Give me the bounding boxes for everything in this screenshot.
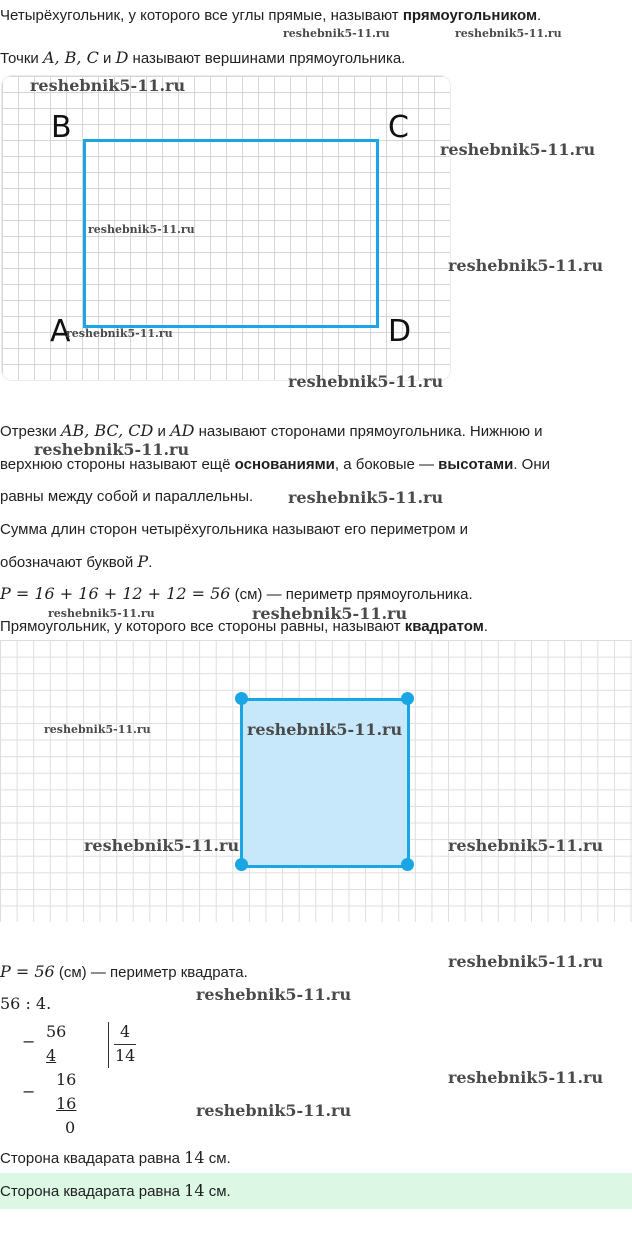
watermark: reshebnik5-11.ru (196, 985, 352, 1004)
answer-box (0, 1173, 632, 1209)
watermark: reshebnik5-11.ru (88, 223, 195, 236)
division-remainder: 16 (56, 1070, 77, 1089)
watermark: reshebnik5-11.ru (448, 952, 604, 971)
intro-text: Четырёхугольник, у которого все углы прямые, называют прямоугольником. (0, 7, 542, 24)
vertex-label-d: D (388, 314, 412, 349)
perimeter-square-formula: P = 56 (см) — периметр квадрата. (0, 962, 248, 981)
vertex-label-b: B (51, 110, 72, 145)
watermark: reshebnik5-11.ru (283, 27, 390, 40)
vertex-label-a: A (50, 314, 71, 349)
answer-text: Сторона квадарата равна 14 см. (0, 1181, 231, 1200)
division-final-remainder: 0 (65, 1118, 76, 1137)
watermark: reshebnik5-11.ru (66, 327, 173, 340)
watermark: reshebnik5-11.ru (448, 836, 604, 855)
watermark: reshebnik5-11.ru (252, 604, 408, 623)
square-vertex-dot (235, 858, 248, 871)
division-subtrahend: 4 (46, 1046, 57, 1065)
watermark: reshebnik5-11.ru (288, 488, 444, 507)
watermark: reshebnik5-11.ru (48, 607, 155, 620)
perimeter-definition: Сумма длин сторон четырёхугольника называют его периметром и (0, 521, 469, 538)
division-bar (108, 1022, 109, 1068)
watermark: reshebnik5-11.ru (30, 76, 186, 95)
perimeter-letter-text: обозначают буквой P. (0, 552, 153, 571)
watermark: reshebnik5-11.ru (34, 440, 190, 459)
watermark: reshebnik5-11.ru (448, 1068, 604, 1087)
division-divisor: 4 (120, 1022, 131, 1041)
square-vertex-dot (401, 858, 414, 871)
watermark: reshebnik5-11.ru (455, 27, 562, 40)
division-dividend: 56 (46, 1022, 67, 1041)
division-quotient-line (114, 1044, 136, 1045)
sides-text: Отрезки AB, BC, CD и AD называют сторонами прямоугольника. Нижнюю и (0, 421, 543, 440)
watermark: reshebnik5-11.ru (448, 256, 604, 275)
square-vertex-dot (235, 692, 248, 705)
term-rectangle: прямоугольником (402, 7, 538, 24)
vertex-label-c: C (388, 110, 409, 145)
square-definition: Прямоугольник, у которого все стороны равны, называют квадратом. (0, 618, 488, 635)
equal-text: равны между собой и параллельны. (0, 488, 254, 505)
watermark: reshebnik5-11.ru (44, 723, 151, 736)
division-minus-sign: − (22, 1032, 36, 1051)
result-text: Сторона квадарата равна 14 см. (0, 1148, 231, 1167)
watermark: reshebnik5-11.ru (440, 140, 596, 159)
vertices-text: Точки A, B, C и D называют вершинами прямоугольника. (0, 48, 406, 67)
perimeter-rectangle-formula: P = 16 + 16 + 12 + 12 = 56 (см) — периметр прямоугольника. (0, 584, 473, 603)
division-subtrahend: 16 (56, 1094, 77, 1113)
division-quotient: 14 (115, 1046, 136, 1065)
watermark: reshebnik5-11.ru (84, 836, 240, 855)
division-expression: 56 : 4. (0, 994, 52, 1013)
watermark: reshebnik5-11.ru (247, 720, 403, 739)
bases-text: верхнюю стороны называют ещё основаниями, а боковые — высотами. Они (0, 456, 551, 473)
watermark: reshebnik5-11.ru (196, 1101, 352, 1120)
division-minus-sign: − (22, 1082, 36, 1101)
watermark: reshebnik5-11.ru (288, 372, 444, 391)
square-vertex-dot (401, 692, 414, 705)
